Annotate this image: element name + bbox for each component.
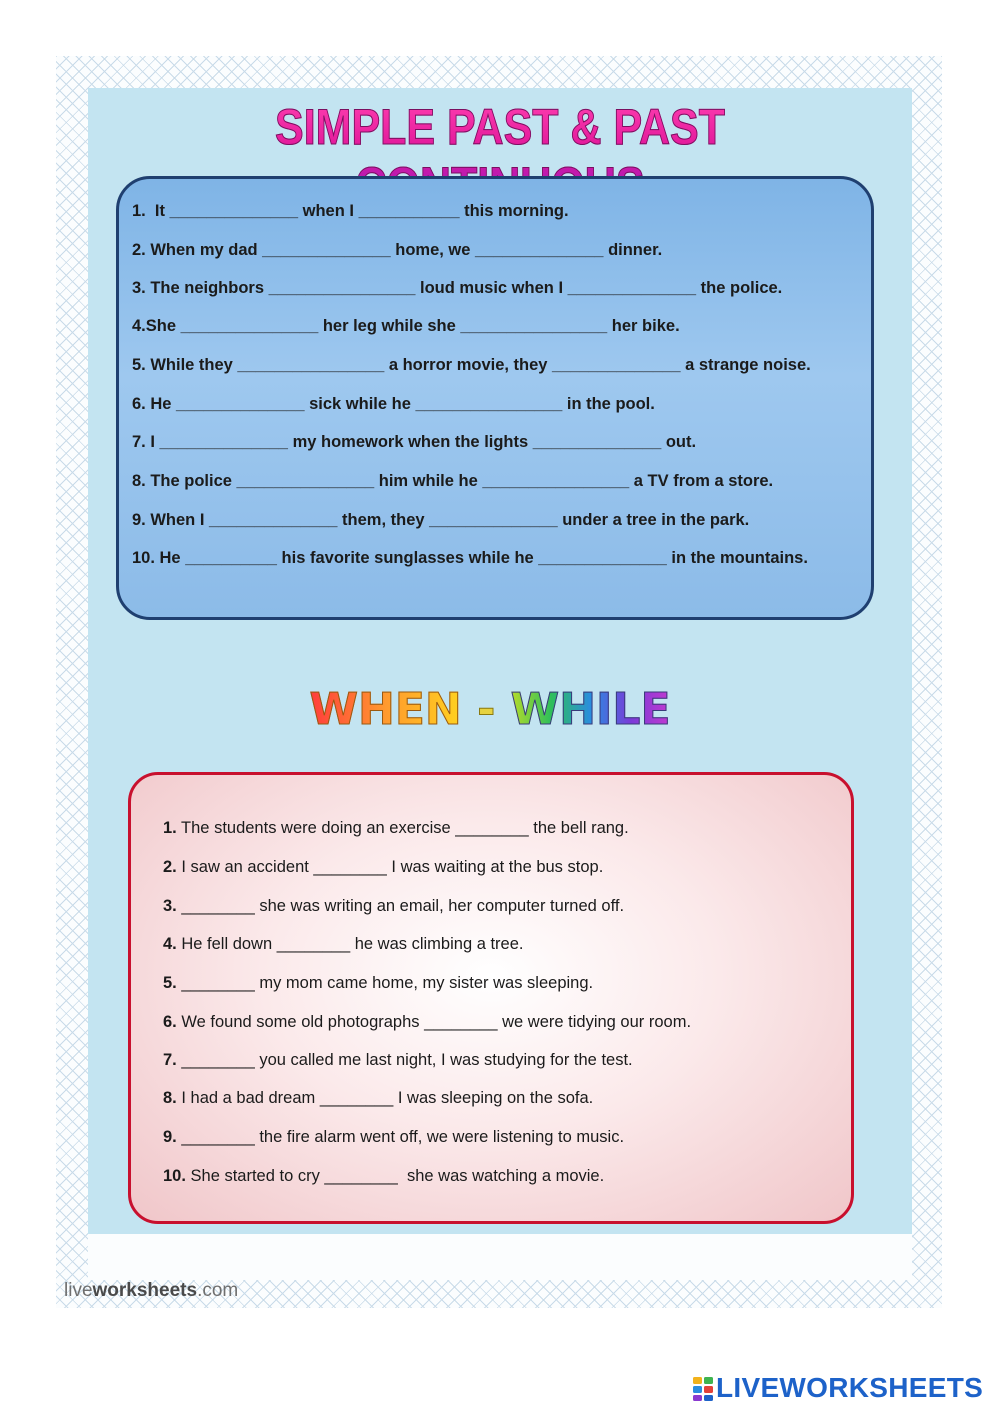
exercise-line: 2. When my dad ______________ home, we ______________ dinner. [132, 241, 663, 259]
liveworksheets-logo-icon [692, 1376, 714, 1402]
item-number: 2. [163, 858, 177, 876]
item-text: The students were doing an exercise ________ the bell rang. [176, 819, 629, 837]
item-text: I saw an accident ________ I was waiting at the bus stop. [176, 858, 604, 876]
item-number: 4. [163, 935, 177, 953]
brand-name: LIVEWORKSHEETS [716, 1372, 984, 1403]
exercise-line [163, 819, 629, 838]
item-text: ________ my mom came home, my sister was sleeping. [176, 974, 594, 992]
item-number: 5. [163, 974, 177, 992]
watermark-prefix: live [64, 1280, 93, 1301]
exercise-line [163, 1167, 604, 1186]
watermark-mid: worksheets [92, 1280, 198, 1301]
exercise-line: 8. The police _______________ him while he ________________ a TV from a store. [132, 472, 774, 490]
item-text: We found some old photographs ________ we were tidying our room. [176, 1013, 692, 1031]
exercise-line [163, 935, 523, 954]
exercise-line [163, 858, 603, 877]
item-number: 7. [163, 1051, 177, 1069]
item-number: 9. [163, 1128, 177, 1146]
exercise-line: 5. While they ________________ a horror movie, they ______________ a strange noise. [132, 356, 811, 374]
worksheet-title: SIMPLE PAST & PAST [146, 98, 855, 214]
exercise-line: 3. The neighbors ________________ loud music when I ______________ the police. [132, 279, 783, 297]
exercise-line: 7. I ______________ my homework when the lights ______________ out. [132, 433, 697, 451]
exercise-box-when-while [128, 772, 854, 1224]
exercise-line: 1. It ______________ when I ___________ this morning. [132, 202, 569, 220]
item-number: 8. [163, 1089, 177, 1107]
exercise-line [163, 1128, 624, 1147]
subtitle-dash: - [477, 684, 496, 735]
exercise-line: 4.She _______________ her leg while she ________________ her bike. [132, 317, 680, 335]
item-number: 6. [163, 1013, 177, 1031]
watermark [64, 1280, 238, 1302]
item-text: He fell down ________ he was climbing a tree. [176, 935, 524, 953]
exercise-line: 6. He ______________ sick while he ________________ in the pool. [132, 395, 655, 413]
item-text: ________ she was writing an email, her computer turned off. [176, 897, 625, 915]
item-text: I had a bad dream ________ I was sleeping on the sofa. [176, 1089, 594, 1107]
item-text: She started to cry ________ she was watching a movie. [185, 1167, 605, 1185]
exercise-line [163, 1089, 593, 1108]
item-text: ________ you called me last night, I was studying for the test. [176, 1051, 633, 1069]
item-text: ________ the fire alarm went off, we were listening to music. [176, 1128, 625, 1146]
exercise-line [163, 974, 593, 993]
item-number: 1. [163, 819, 177, 837]
section-subtitle [270, 684, 710, 735]
item-number: 3. [163, 897, 177, 915]
exercise-line: 9. When I ______________ them, they ______________ under a tree in the park. [132, 511, 750, 529]
subtitle-word: WHILE [510, 684, 671, 735]
exercise-line [163, 897, 624, 916]
subtitle-word: WHEN [309, 684, 462, 735]
exercise-line: 10. He __________ his favorite sunglasses while he ______________ in the mountains. [132, 549, 808, 567]
watermark-suffix: .com [197, 1280, 239, 1301]
item-number: 10. [163, 1167, 186, 1185]
exercise-line [163, 1051, 633, 1070]
footer-band [88, 1234, 912, 1280]
exercise-line [163, 1013, 691, 1032]
